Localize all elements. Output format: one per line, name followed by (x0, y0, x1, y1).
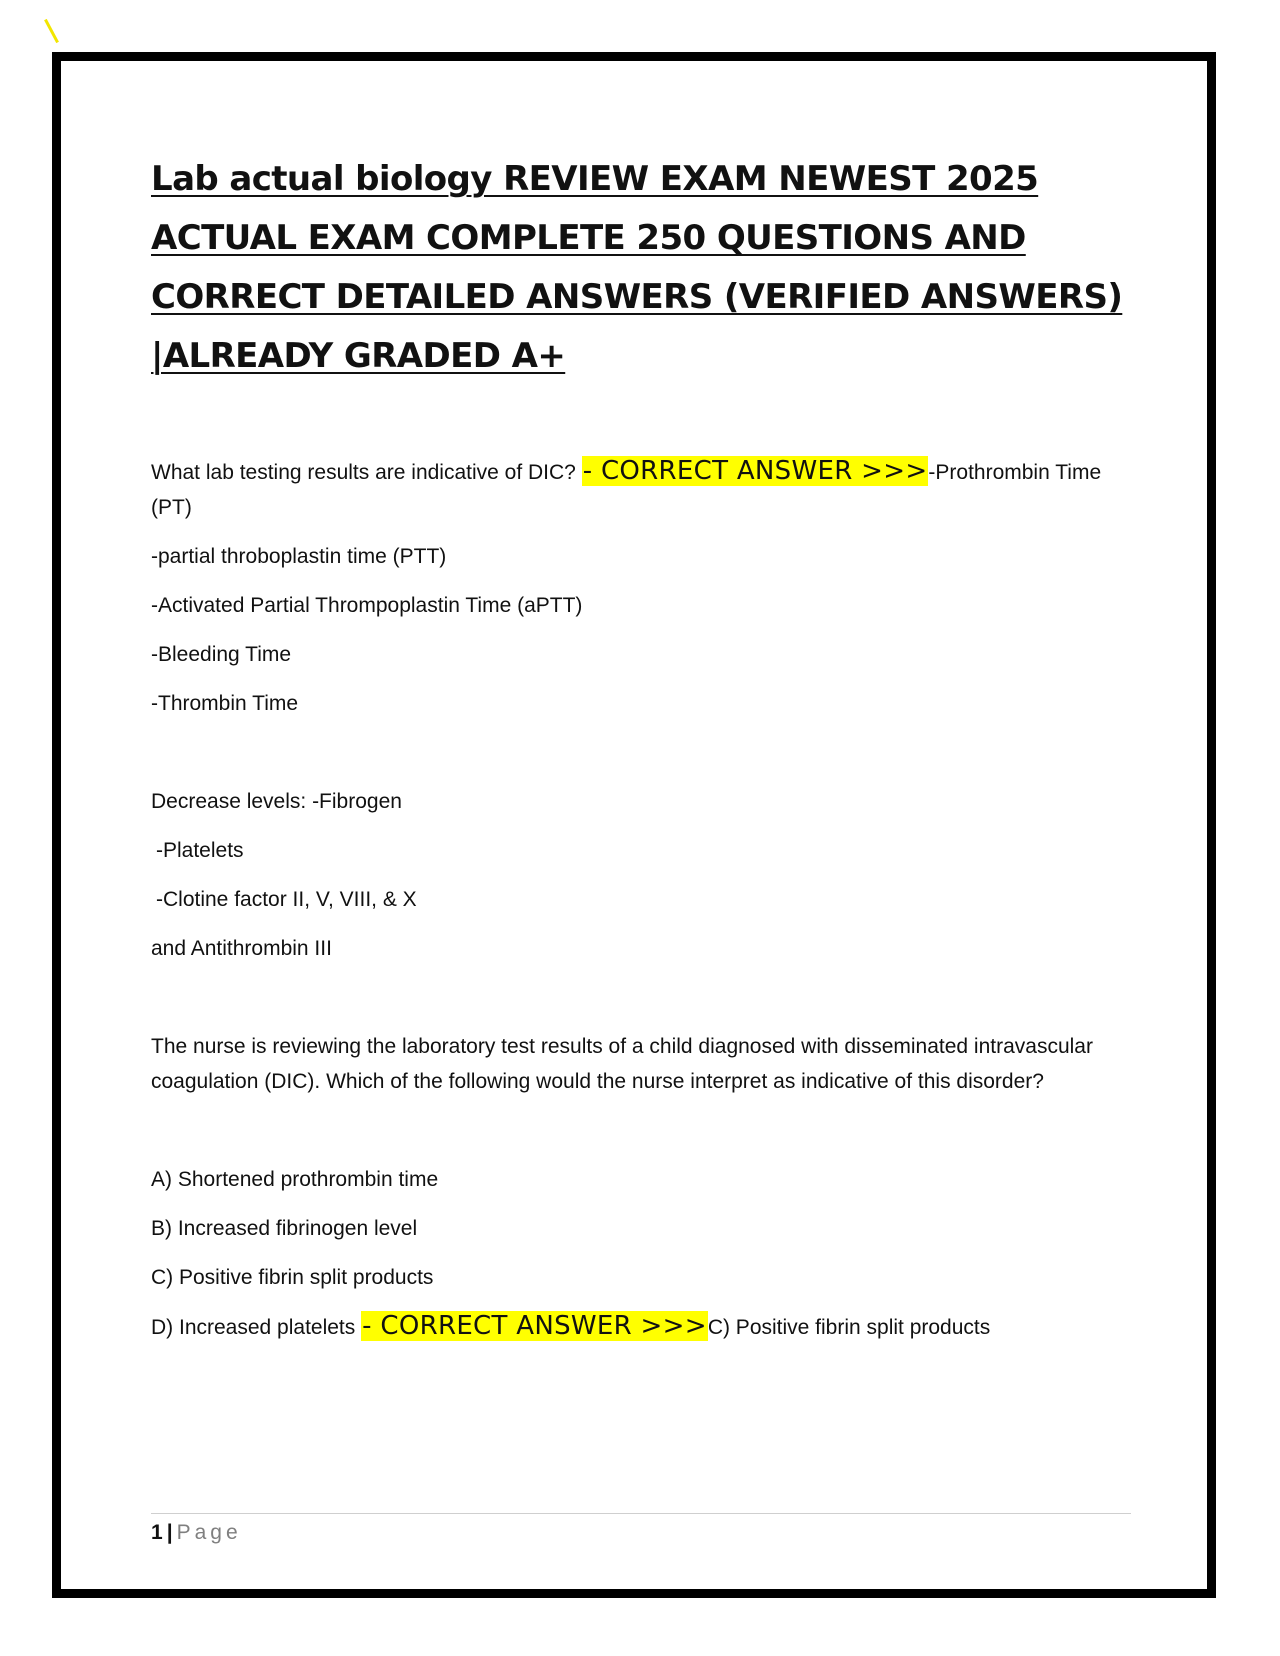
answer-line: -Platelets (156, 839, 244, 862)
answer-line: -partial throboplastin time (PTT) (151, 545, 447, 568)
corner-mark (44, 19, 59, 43)
question-1 (151, 454, 1141, 525)
correct-answer-marker: - CORRECT ANSWER >>> (362, 1311, 707, 1341)
option-a: A) Shortened prothrombin time (151, 1168, 439, 1191)
page-number: 1 (151, 1521, 163, 1544)
correct-answer-text: C) Positive fibrin split products (707, 1316, 991, 1339)
option-d-text: D) Increased platelets (151, 1316, 356, 1339)
option-b: B) Increased fibrinogen level (151, 1217, 418, 1240)
page-label: Page (176, 1521, 242, 1544)
document-title: Lab actual biology REVIEW EXAM NEWEST 2025 ACTUAL EXAM COMPLETE 250 QUESTIONS AND CORRECT DETAILED ANSWERS (VERIFIED ANSWERS) |ALREADY GRADED A+ (151, 159, 1123, 376)
page-indicator (151, 1518, 242, 1548)
answer-line: Decrease levels: -Fibrogen (151, 790, 402, 813)
question-2-text: The nurse is reviewing the laboratory test results of a child diagnosed with disseminated intravascular coagulation (DIC). Which of the following would the nurse interpret as indicative of this disorder? (151, 1035, 1093, 1093)
answer-line: -Thrombin Time (151, 692, 299, 715)
answer-line: -Prothrombin Time (PT) (151, 461, 1102, 519)
question-1-text: What lab testing results are indicative of DIC? (151, 461, 576, 484)
correct-answer-marker: - CORRECT ANSWER >>> (582, 456, 928, 486)
page-separator: | (166, 1521, 173, 1544)
answer-line: -Activated Partial Thrompoplastin Time (aPTT) (151, 594, 583, 617)
answer-line: and Antithrombin III (151, 937, 332, 960)
document-body (151, 150, 1141, 1345)
answer-line: -Clotine factor II, V, VIII, & X (156, 888, 417, 911)
page-footer (151, 1513, 1131, 1544)
answer-line: -Bleeding Time (151, 643, 292, 666)
option-c: C) Positive fibrin split products (151, 1266, 434, 1289)
option-d (151, 1309, 1141, 1345)
